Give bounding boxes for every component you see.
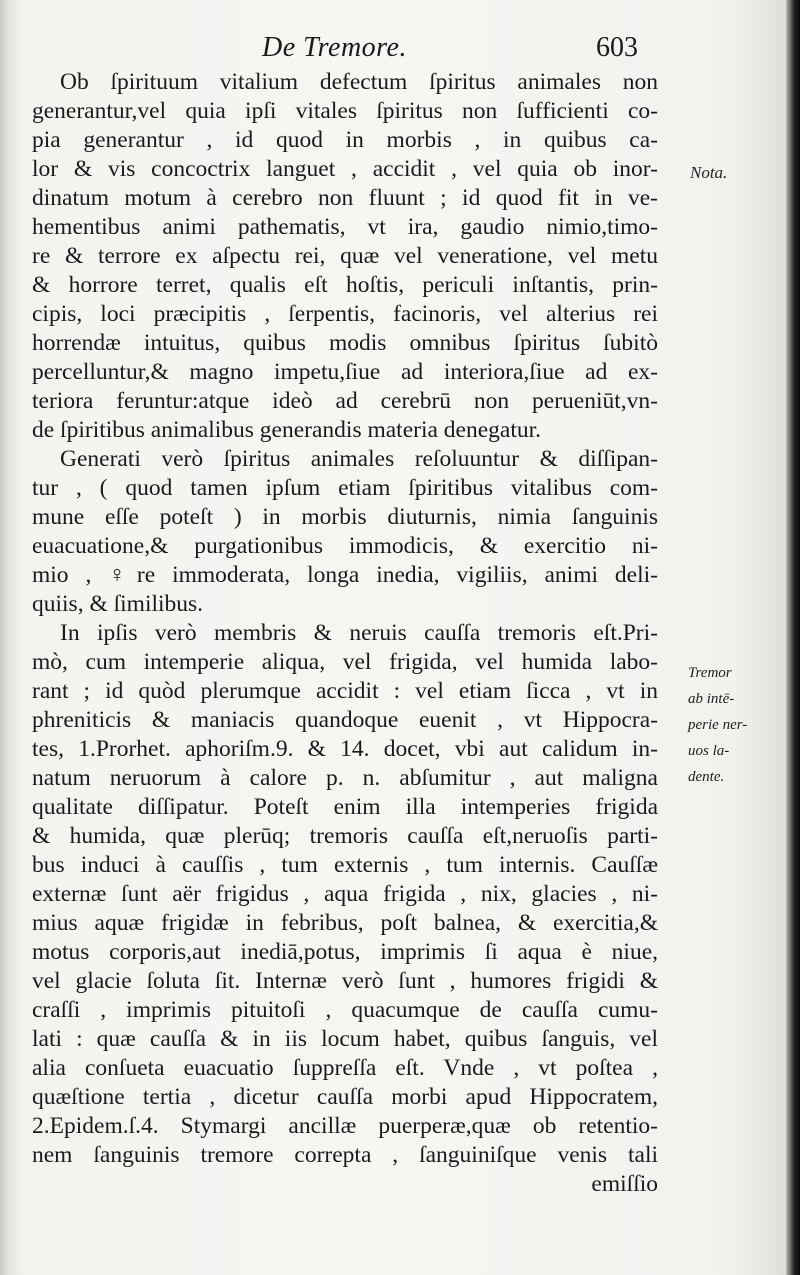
text-line: lor & vis concoctrix languet , accidit , vel quia ob inor- — [32, 156, 658, 182]
margin-note-line: dente. — [688, 769, 725, 785]
text-line: pia generantur , id quod in morbis , in quibus ca- — [32, 127, 658, 153]
text-line: bus induci à cauſſis , tum externis , tum internis. Cauſſæ — [32, 852, 658, 878]
text-line: rant ; id quòd plerumque accidit : vel etiam ſicca , vt in — [32, 678, 658, 704]
margin-note-tremor — [688, 660, 747, 790]
page-binding-edge — [786, 0, 800, 1275]
text-line: quæſtione tertia , dicetur cauſſa morbi apud Hippocratem, — [32, 1084, 658, 1110]
margin-note-line: perie ner- — [688, 717, 748, 733]
text-line: percelluntur,& magno impetu,ſiue ad interiora,ſiue ad ex- — [32, 359, 658, 385]
text-line: de ſpiritibus animalibus generandis materia denegatur. — [32, 417, 542, 443]
catchword: emiſſio — [591, 1171, 658, 1197]
text-line: Generati verò ſpiritus animales reſoluuntur & diſſipan- — [60, 446, 658, 472]
body-text — [32, 68, 658, 1199]
text-line: 2.Epidem.ſ.4. Stymargi ancillæ puerperæ,quæ ob retentio- — [32, 1113, 658, 1139]
margin-note-line: ab intē- — [688, 691, 735, 707]
text-line: mio , ♀re immoderata, longa inedia, vigiliis, animi deli- — [32, 562, 658, 588]
text-line: phreniticis & maniacis quandoque euenit , vt Hippocra- — [32, 707, 658, 733]
margin-note-line: Tremor — [688, 665, 732, 681]
text-line: craſſi , imprimis pituitoſi , quacumque de cauſſa cumu- — [32, 997, 658, 1023]
text-line: mò, cum intemperie aliqua, vel frigida, vel humida labo- — [32, 649, 658, 675]
text-line: Ob ſpirituum vitalium defectum ſpiritus animales non — [60, 69, 658, 95]
text-line: tes, 1.Prorhet. aphoriſm.9. & 14. docet, vbi aut calidum in- — [32, 736, 658, 762]
margin-note-nota: Nota. — [690, 163, 728, 182]
text-line: mune eſſe poteſt ) in morbis diuturnis, nimia ſanguinis — [32, 504, 658, 530]
text-line: externæ ſunt aër frigidus , aqua frigida , nix, glacies , ni- — [32, 881, 658, 907]
text-line: natum neruorum à calore p. n. abſumitur , aut maligna — [32, 765, 658, 791]
text-line: lati : quæ cauſſa & in iis locum habet, quibus ſanguis, vel — [32, 1026, 658, 1052]
text-line: euacuatione,& purgationibus immodicis, & exercitio ni- — [32, 533, 658, 559]
text-line: In ipſis verò membris & neruis cauſſa tremoris eſt.Pri- — [60, 620, 658, 646]
text-line: alia conſueta euacuatio ſuppreſſa eſt. Vnde , vt poſtea , — [32, 1055, 658, 1081]
text-line: teriora feruntur:atque ideò ad cerebrū non perueniūt,vn- — [32, 388, 658, 414]
text-line: horrendæ intuitus, quibus modis omnibus ſpiritus ſubitò — [32, 330, 658, 356]
text-line: hementibus animi pathematis, vt ira, gaudio nimio,timo- — [32, 214, 658, 240]
text-line: motus corporis,aut inediā,potus, imprimis ſi aqua è niue, — [32, 939, 658, 965]
text-line: dinatum motum à cerebro non fluunt ; id quod fit in ve- — [32, 185, 658, 211]
text-line: quiis, & ſimilibus. — [32, 591, 204, 617]
text-line: qualitate diſſipatur. Poteſt enim illa intemperies frigida — [32, 794, 658, 820]
page-left-edge — [0, 0, 10, 1275]
running-head-title: De Tremore. — [262, 32, 407, 63]
text-line: & humida, quæ plerūq; tremoris cauſſa eſt,neruoſis parti- — [32, 823, 658, 849]
text-line: re & terrore ex aſpectu rei, quæ vel veneratione, vel metu — [32, 243, 658, 269]
text-line: cipis, loci præcipitis , ſerpentis, facinoris, vel alterius rei — [32, 301, 658, 327]
page-number: 603 — [596, 32, 638, 63]
text-line: & horrore terret, qualis eſt hoſtis, periculi inſtantis, prin- — [32, 272, 658, 298]
text-line: vel glacie ſoluta ſit. Internæ verò ſunt , humores frigidi & — [32, 968, 658, 994]
text-line: tur , ( quod tamen ipſum etiam ſpiritibus vitalibus com- — [32, 475, 658, 501]
text-line: nem ſanguinis tremore correpta , ſanguiniſque venis tali — [32, 1142, 658, 1168]
running-head — [0, 30, 800, 70]
margin-note-line: uos la- — [688, 743, 730, 759]
text-line: generantur,vel quia ipſi vitales ſpiritus non ſufficienti co- — [32, 98, 658, 124]
text-line: mius aquæ frigidæ in febribus, poſt balnea, & exercitia,& — [32, 910, 658, 936]
